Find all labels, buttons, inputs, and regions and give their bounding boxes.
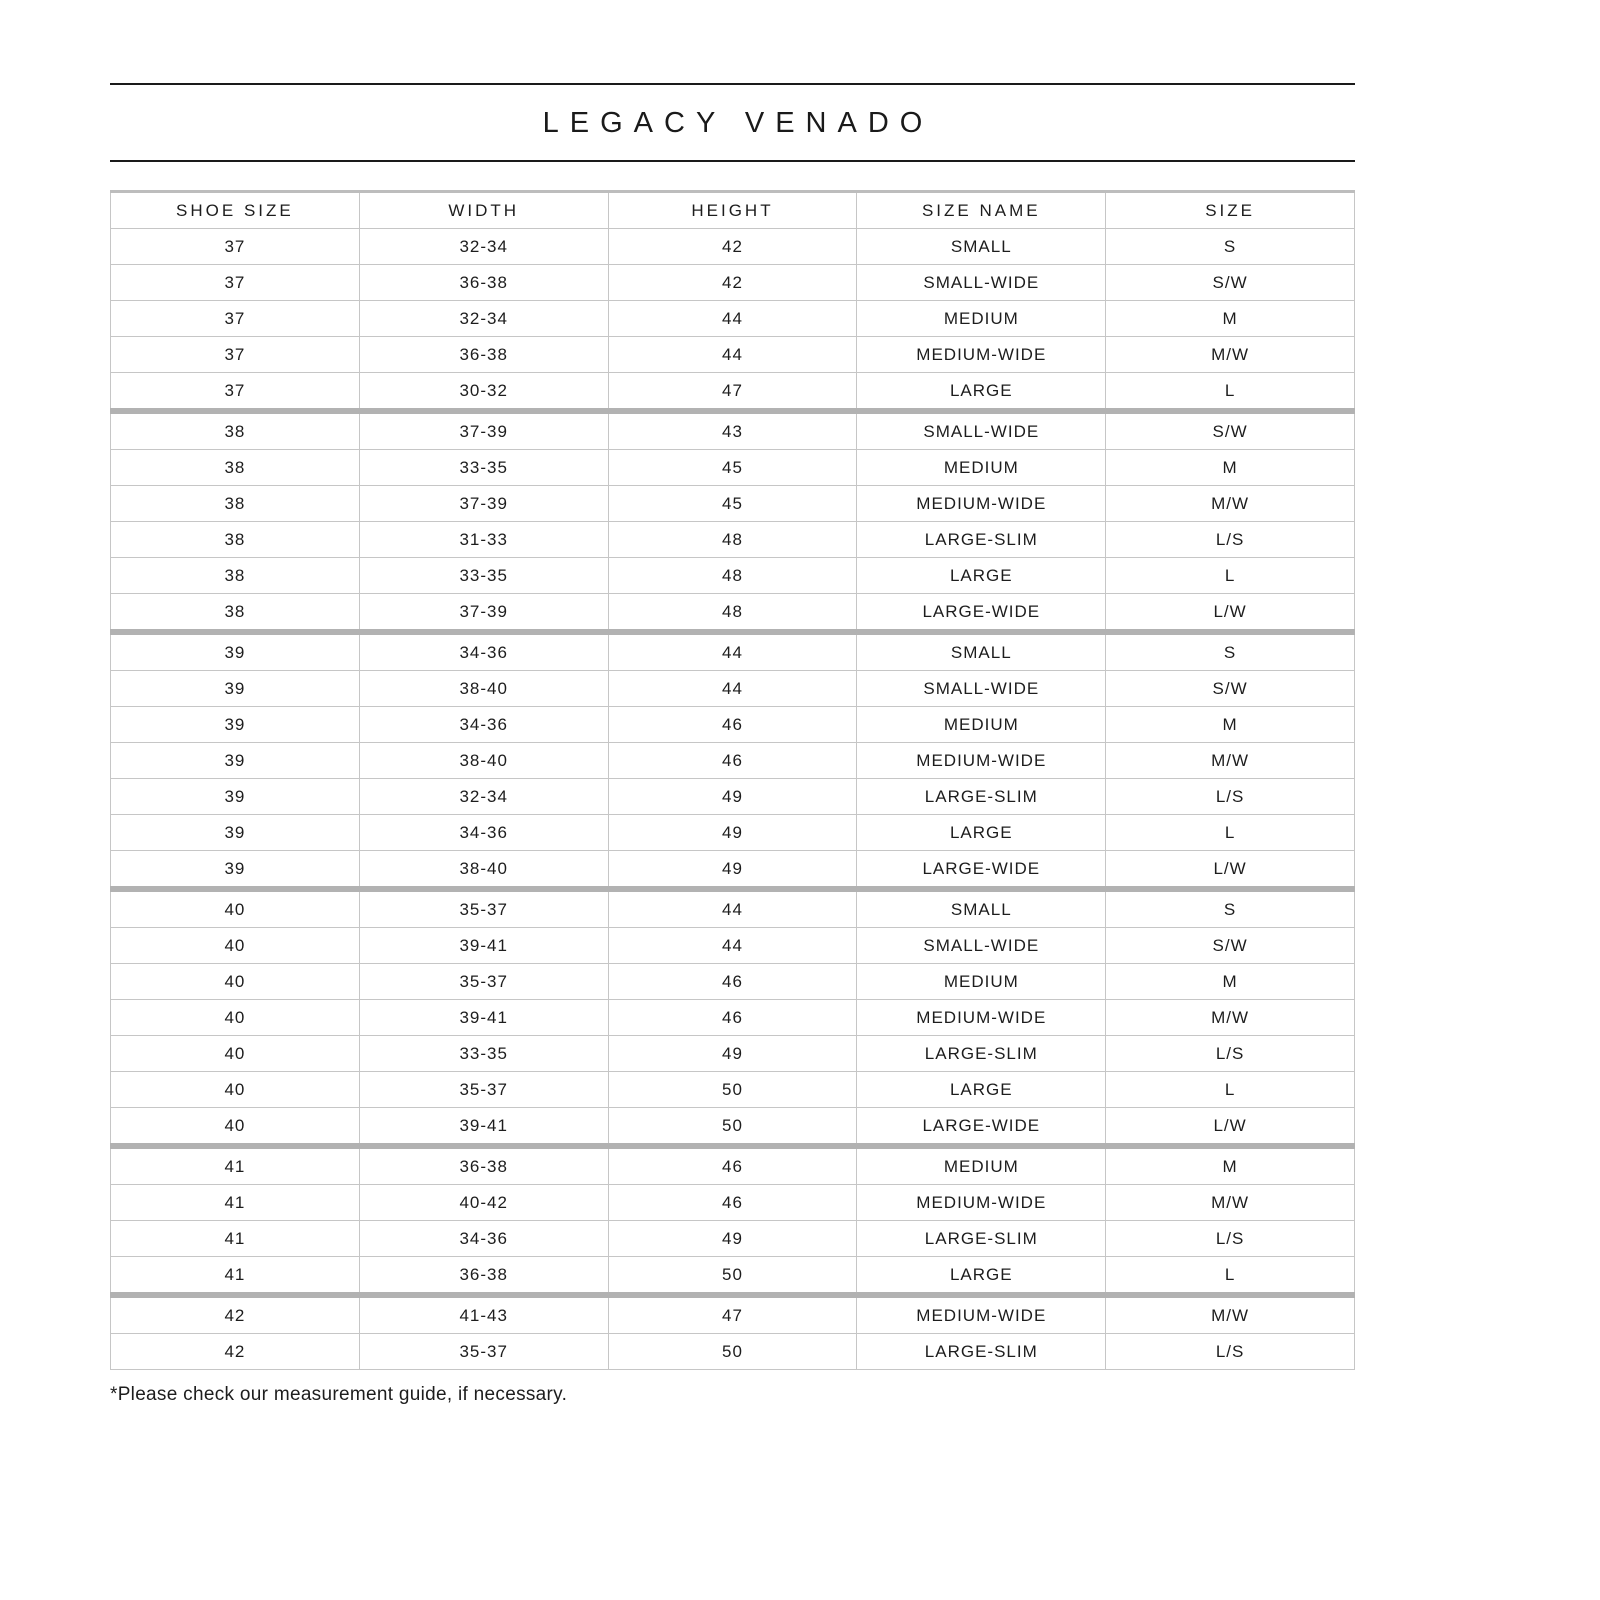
table-cell: 38 xyxy=(111,558,360,594)
table-cell: 37 xyxy=(111,373,360,412)
table-cell: 39 xyxy=(111,671,360,707)
table-cell: 36-38 xyxy=(359,265,608,301)
table-cell: SMALL-WIDE xyxy=(857,411,1106,450)
table-cell: 38 xyxy=(111,450,360,486)
table-cell: L xyxy=(1106,815,1355,851)
table-cell: 44 xyxy=(608,889,857,928)
table-cell: 47 xyxy=(608,373,857,412)
table-cell: 36-38 xyxy=(359,1257,608,1296)
table-cell: MEDIUM-WIDE xyxy=(857,1000,1106,1036)
table-cell: 46 xyxy=(608,1000,857,1036)
table-row xyxy=(111,337,1355,373)
table-cell: 32-34 xyxy=(359,779,608,815)
table-row xyxy=(111,1257,1355,1296)
table-cell: 34-36 xyxy=(359,815,608,851)
table-cell: M xyxy=(1106,301,1355,337)
table-cell: 50 xyxy=(608,1072,857,1108)
table-cell: L/W xyxy=(1106,851,1355,890)
table-row xyxy=(111,411,1355,450)
table-cell: LARGE xyxy=(857,815,1106,851)
table-cell: 35-37 xyxy=(359,964,608,1000)
table-row xyxy=(111,632,1355,671)
table-cell: 30-32 xyxy=(359,373,608,412)
table-cell: 42 xyxy=(111,1334,360,1370)
table-cell: LARGE-WIDE xyxy=(857,594,1106,633)
table-cell: 40-42 xyxy=(359,1185,608,1221)
title-block xyxy=(110,83,1355,162)
table-row xyxy=(111,1036,1355,1072)
table-row xyxy=(111,558,1355,594)
size-chart-sheet xyxy=(110,83,1355,1406)
table-cell: 41 xyxy=(111,1146,360,1185)
table-cell: L/S xyxy=(1106,1334,1355,1370)
table-row xyxy=(111,815,1355,851)
table-cell: 44 xyxy=(608,928,857,964)
table-row xyxy=(111,1146,1355,1185)
table-cell: 37-39 xyxy=(359,486,608,522)
table-cell: 44 xyxy=(608,337,857,373)
table-cell: M/W xyxy=(1106,486,1355,522)
table-cell: 49 xyxy=(608,1221,857,1257)
table-cell: MEDIUM xyxy=(857,301,1106,337)
table-cell: SMALL-WIDE xyxy=(857,928,1106,964)
table-cell: 40 xyxy=(111,889,360,928)
table-cell: S xyxy=(1106,632,1355,671)
table-cell: 50 xyxy=(608,1257,857,1296)
table-cell: LARGE-WIDE xyxy=(857,851,1106,890)
size-table-header xyxy=(111,192,1355,229)
table-cell: 49 xyxy=(608,815,857,851)
table-cell: S/W xyxy=(1106,671,1355,707)
table-cell: SMALL-WIDE xyxy=(857,265,1106,301)
table-cell: 40 xyxy=(111,964,360,1000)
table-row xyxy=(111,707,1355,743)
table-cell: 32-34 xyxy=(359,301,608,337)
column-header: HEIGHT xyxy=(608,192,857,229)
table-cell: M/W xyxy=(1106,1000,1355,1036)
table-cell: 35-37 xyxy=(359,889,608,928)
table-cell: 38 xyxy=(111,594,360,633)
table-cell: MEDIUM xyxy=(857,1146,1106,1185)
table-cell: 39-41 xyxy=(359,928,608,964)
table-cell: 35-37 xyxy=(359,1072,608,1108)
table-cell: L xyxy=(1106,373,1355,412)
table-cell: 50 xyxy=(608,1108,857,1147)
table-cell: M/W xyxy=(1106,337,1355,373)
table-row xyxy=(111,671,1355,707)
table-cell: M xyxy=(1106,964,1355,1000)
table-cell: 46 xyxy=(608,964,857,1000)
table-cell: MEDIUM-WIDE xyxy=(857,743,1106,779)
table-cell: 46 xyxy=(608,1185,857,1221)
table-cell: LARGE-WIDE xyxy=(857,1108,1106,1147)
table-row xyxy=(111,486,1355,522)
table-cell: 38 xyxy=(111,486,360,522)
table-cell: L xyxy=(1106,558,1355,594)
table-cell: 37 xyxy=(111,301,360,337)
table-cell: LARGE-SLIM xyxy=(857,1221,1106,1257)
table-cell: S xyxy=(1106,229,1355,265)
table-row xyxy=(111,1295,1355,1334)
table-cell: 36-38 xyxy=(359,1146,608,1185)
table-cell: 32-34 xyxy=(359,229,608,265)
table-cell: MEDIUM-WIDE xyxy=(857,337,1106,373)
table-row xyxy=(111,1000,1355,1036)
table-row xyxy=(111,450,1355,486)
table-cell: 41 xyxy=(111,1185,360,1221)
table-cell: MEDIUM xyxy=(857,450,1106,486)
table-cell: LARGE xyxy=(857,1072,1106,1108)
table-cell: 31-33 xyxy=(359,522,608,558)
table-row xyxy=(111,889,1355,928)
table-cell: MEDIUM xyxy=(857,964,1106,1000)
table-cell: 44 xyxy=(608,671,857,707)
table-cell: MEDIUM xyxy=(857,707,1106,743)
table-cell: S/W xyxy=(1106,411,1355,450)
table-row xyxy=(111,1108,1355,1147)
table-cell: L/S xyxy=(1106,1221,1355,1257)
header-row xyxy=(111,192,1355,229)
table-cell: 39 xyxy=(111,779,360,815)
table-cell: LARGE-SLIM xyxy=(857,1036,1106,1072)
table-cell: L/W xyxy=(1106,594,1355,633)
table-cell: 48 xyxy=(608,558,857,594)
table-cell: 49 xyxy=(608,851,857,890)
table-cell: LARGE-SLIM xyxy=(857,522,1106,558)
table-cell: LARGE-SLIM xyxy=(857,1334,1106,1370)
table-cell: 38-40 xyxy=(359,743,608,779)
column-header: SIZE NAME xyxy=(857,192,1106,229)
table-cell: L/W xyxy=(1106,1108,1355,1147)
table-cell: LARGE-SLIM xyxy=(857,779,1106,815)
table-row xyxy=(111,373,1355,412)
page-title: LEGACY VENADO xyxy=(542,107,934,139)
table-row xyxy=(111,1072,1355,1108)
table-cell: 45 xyxy=(608,450,857,486)
table-cell: 40 xyxy=(111,928,360,964)
table-cell: 37 xyxy=(111,229,360,265)
table-cell: M xyxy=(1106,707,1355,743)
table-cell: 41 xyxy=(111,1221,360,1257)
table-cell: 38-40 xyxy=(359,671,608,707)
table-row xyxy=(111,522,1355,558)
table-cell: 44 xyxy=(608,632,857,671)
table-cell: LARGE xyxy=(857,373,1106,412)
table-cell: 46 xyxy=(608,707,857,743)
column-header: SHOE SIZE xyxy=(111,192,360,229)
table-cell: MEDIUM-WIDE xyxy=(857,1185,1106,1221)
table-row xyxy=(111,743,1355,779)
table-cell: 41-43 xyxy=(359,1295,608,1334)
table-cell: 39 xyxy=(111,743,360,779)
table-cell: 37-39 xyxy=(359,411,608,450)
table-cell: 34-36 xyxy=(359,707,608,743)
table-cell: MEDIUM-WIDE xyxy=(857,1295,1106,1334)
table-cell: M xyxy=(1106,1146,1355,1185)
table-cell: SMALL xyxy=(857,229,1106,265)
table-cell: 42 xyxy=(608,229,857,265)
table-cell: 42 xyxy=(111,1295,360,1334)
table-row xyxy=(111,1334,1355,1370)
table-cell: 37-39 xyxy=(359,594,608,633)
table-cell: 45 xyxy=(608,486,857,522)
table-row xyxy=(111,594,1355,633)
table-cell: SMALL xyxy=(857,632,1106,671)
table-cell: 33-35 xyxy=(359,558,608,594)
table-cell: 48 xyxy=(608,594,857,633)
table-cell: 40 xyxy=(111,1000,360,1036)
table-cell: 46 xyxy=(608,1146,857,1185)
table-cell: 39 xyxy=(111,707,360,743)
table-cell: 43 xyxy=(608,411,857,450)
table-row xyxy=(111,1221,1355,1257)
table-cell: 50 xyxy=(608,1334,857,1370)
column-header: WIDTH xyxy=(359,192,608,229)
table-row xyxy=(111,1185,1355,1221)
table-cell: 33-35 xyxy=(359,450,608,486)
table-cell: 39-41 xyxy=(359,1108,608,1147)
table-cell: L/S xyxy=(1106,1036,1355,1072)
table-cell: 39 xyxy=(111,632,360,671)
table-cell: M/W xyxy=(1106,1185,1355,1221)
table-cell: S/W xyxy=(1106,928,1355,964)
table-row xyxy=(111,964,1355,1000)
table-cell: 41 xyxy=(111,1257,360,1296)
size-table xyxy=(110,190,1355,1370)
table-cell: 39 xyxy=(111,851,360,890)
table-row xyxy=(111,265,1355,301)
table-cell: 48 xyxy=(608,522,857,558)
table-cell: 47 xyxy=(608,1295,857,1334)
table-cell: 34-36 xyxy=(359,1221,608,1257)
table-cell: 40 xyxy=(111,1072,360,1108)
table-cell: 44 xyxy=(608,301,857,337)
table-cell: 35-37 xyxy=(359,1334,608,1370)
table-cell: 33-35 xyxy=(359,1036,608,1072)
table-row xyxy=(111,229,1355,265)
table-cell: SMALL-WIDE xyxy=(857,671,1106,707)
table-cell: 39 xyxy=(111,815,360,851)
table-cell: 40 xyxy=(111,1108,360,1147)
table-cell: 49 xyxy=(608,779,857,815)
table-cell: M/W xyxy=(1106,1295,1355,1334)
table-cell: L xyxy=(1106,1257,1355,1296)
measurement-guide-footnote: *Please check our measurement guide, if necessary. xyxy=(110,1384,568,1405)
table-cell: M xyxy=(1106,450,1355,486)
size-table-container xyxy=(110,190,1355,1370)
table-cell: SMALL xyxy=(857,889,1106,928)
table-cell: 46 xyxy=(608,743,857,779)
table-cell: LARGE xyxy=(857,1257,1106,1296)
table-cell: 37 xyxy=(111,265,360,301)
table-cell: 38 xyxy=(111,411,360,450)
table-cell: L xyxy=(1106,1072,1355,1108)
table-cell: LARGE xyxy=(857,558,1106,594)
column-header: SIZE xyxy=(1106,192,1355,229)
table-row xyxy=(111,851,1355,890)
table-cell: S/W xyxy=(1106,265,1355,301)
table-cell: 38 xyxy=(111,522,360,558)
table-cell: 38-40 xyxy=(359,851,608,890)
size-table-body xyxy=(111,229,1355,1370)
table-cell: 34-36 xyxy=(359,632,608,671)
table-cell: 42 xyxy=(608,265,857,301)
table-cell: MEDIUM-WIDE xyxy=(857,486,1106,522)
table-cell: L/S xyxy=(1106,779,1355,815)
table-row xyxy=(111,301,1355,337)
table-cell: 39-41 xyxy=(359,1000,608,1036)
table-cell: 49 xyxy=(608,1036,857,1072)
table-cell: M/W xyxy=(1106,743,1355,779)
table-cell: 40 xyxy=(111,1036,360,1072)
table-cell: S xyxy=(1106,889,1355,928)
table-cell: 36-38 xyxy=(359,337,608,373)
table-cell: 37 xyxy=(111,337,360,373)
table-row xyxy=(111,779,1355,815)
table-row xyxy=(111,928,1355,964)
table-cell: L/S xyxy=(1106,522,1355,558)
